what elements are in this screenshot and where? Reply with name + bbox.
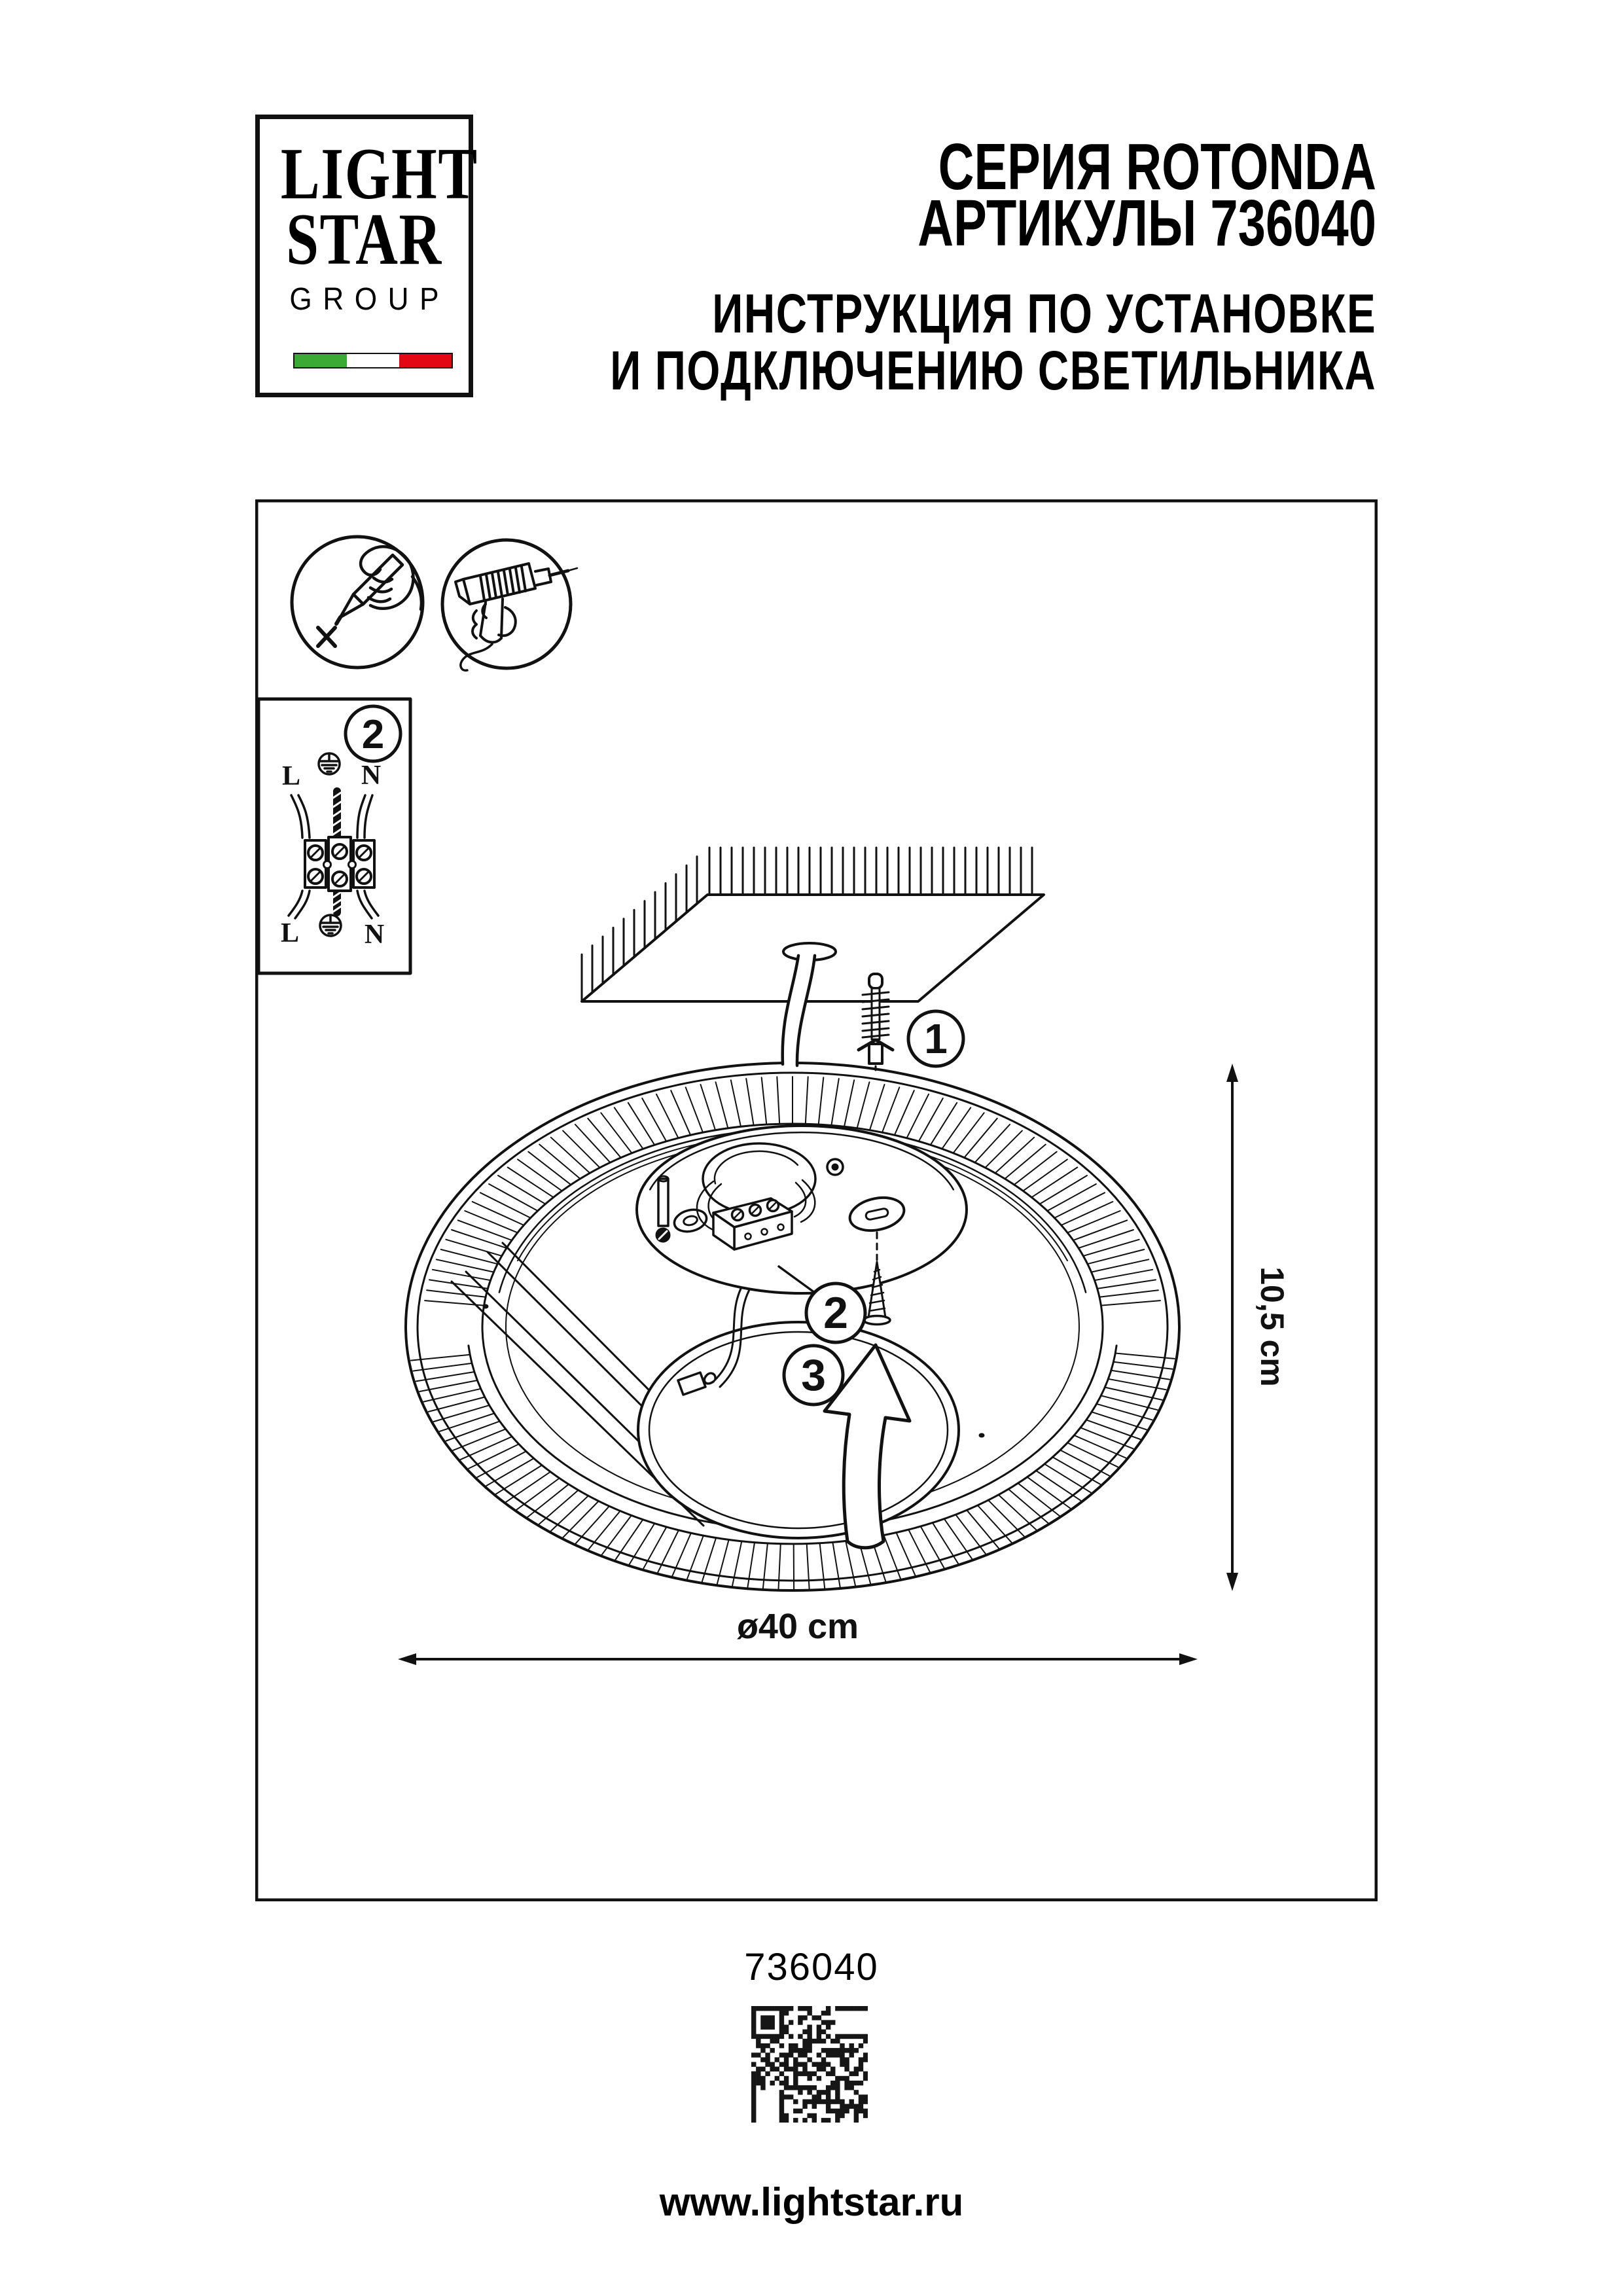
mounting-plate [637,1126,967,1325]
svg-text:2: 2 [823,1288,848,1338]
instruction-line-2: И ПОДКЛЮЧЕНИЮ СВЕТИЛЬНИКА [610,340,1376,401]
height-label: 10,5 cm [1254,1266,1291,1387]
terminal-block [305,837,374,891]
wiring-step-badge: 2 [361,712,385,757]
logo-word-group: GROUP [289,282,450,317]
earth-symbol-top [319,753,340,774]
wiring-label-n-top: N [361,761,382,791]
lightstar-logo [255,115,478,397]
wiring-label-l-bottom: L [280,918,300,948]
article-number: 736040 [744,1946,879,1988]
instruction-line-1: ИНСТРУКЦИЯ ПО УСТАНОВКЕ [711,283,1376,344]
svg-text:1: 1 [924,1015,948,1062]
plate-standoff [656,1176,669,1242]
logo-word-light: LIGHT [280,134,478,215]
wiring-label-n-bottom: N [364,920,385,950]
logo-italian-flag [293,353,453,368]
articles-line: АРТИКУЛЫ 736040 [918,187,1376,260]
wiring-label-l-top: L [281,761,301,791]
instruction-title [610,285,1376,399]
ceiling-panel [582,848,1044,1001]
qr-code [751,2006,868,2123]
mark-drill-point-icon [292,537,423,668]
step-badge-3 [784,1346,843,1405]
flag-green [294,354,347,367]
main-diagram [255,499,1378,1901]
step-badge-1 [908,1011,963,1066]
diameter-label: ø40 cm [736,1607,859,1646]
header-title [918,130,1376,260]
series-line: СЕРИЯ ROTONDA [938,130,1376,204]
wiring-diagram [259,699,410,973]
logo-word-star: STAR [286,199,442,280]
flag-red [399,354,452,367]
dimension-height [1226,1064,1291,1591]
flag-white [347,354,399,367]
website-url: www.lightstar.ru [659,2180,964,2224]
earth-symbol-bottom [320,915,341,936]
svg-text:3: 3 [801,1350,826,1400]
drill-icon [442,540,577,670]
dimension-diameter [398,1607,1198,1665]
